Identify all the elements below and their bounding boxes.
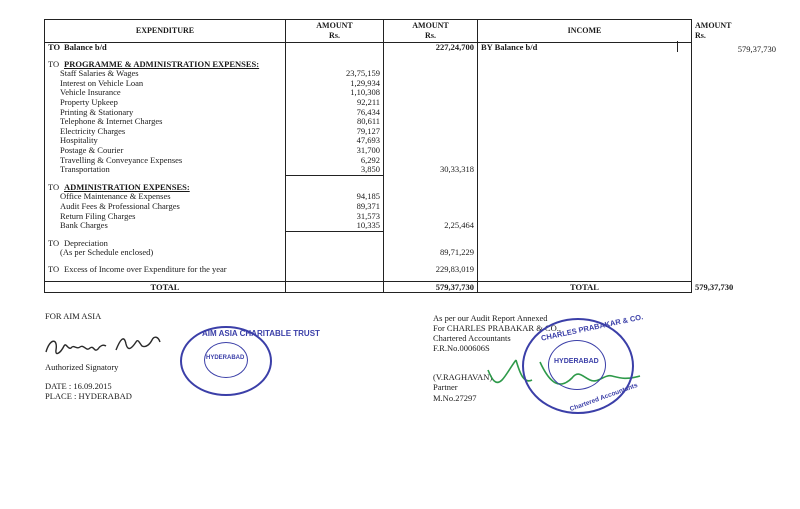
left-footer-date: DATE : 16.09.2015 [45,381,112,391]
programme-item-amount: 3,850 [286,165,384,175]
administration-item-label: Office Maintenance & Expenses [45,192,286,202]
excess-row: TO Excess of Income over Expenditure for the year 229,83,019 [45,265,780,275]
audit-line-1: As per our Audit Report Annexed [433,313,548,323]
programme-item-label: Property Upkeep [45,98,286,108]
programme-item-amount: 6,292 [286,156,384,166]
left-footer-org: FOR AIM ASIA [45,311,102,321]
programme-item-amount: 23,75,159 [286,69,384,79]
administration-item-row [45,202,780,212]
header-row: EXPENDITURE AMOUNT Rs. AMOUNT Rs. INCOME AMOUNT Rs. [45,20,780,43]
programme-item-label: Interest on Vehicle Loan [45,79,286,89]
programme-item-row [45,79,780,89]
programme-item-row [45,127,780,137]
balance-row: TO Balance b/d 227,24,700 BY Balance b/d [45,43,780,53]
balance-label: Balance b/d [64,42,107,52]
partner-name: (V.RAGHAVAN) [433,372,493,382]
header-amount-1: AMOUNT Rs. [286,20,384,43]
programme-item-amount: 92,211 [286,98,384,108]
income-balance-amount: 579,37,730 [737,44,776,54]
programme-heading-row: TO PROGRAMME & ADMINISTRATION EXPENSES: [45,60,780,70]
programme-item-amount: 76,434 [286,108,384,118]
charles-prabakar-seal: CHARLES PRABAKAR & CO. HYDERABAD Chartered Accountants [522,318,634,414]
by-balance-label: BY Balance b/d [478,43,692,53]
audit-line-3: Chartered Accountants [433,333,511,343]
administration-item-row [45,221,780,231]
administration-heading: ADMINISTRATION EXPENSES: [64,181,190,192]
programme-item-row [45,98,780,108]
programme-item-label: Printing & Stationary [45,108,286,118]
ledger-table [44,19,780,293]
income-expenditure-sheet [44,19,779,293]
programme-item-amount: 31,700 [286,146,384,156]
programme-item-amount: 1,29,934 [286,79,384,89]
total-row: TOTAL 579,37,730 TOTAL 579,37,730 [45,282,780,293]
depreciation-note-row [45,248,780,258]
programme-heading: PROGRAMME & ADMINISTRATION EXPENSES: [64,58,260,69]
administration-item-amount: 31,573 [286,212,384,222]
partner-role: Partner [433,382,458,392]
programme-items [45,69,780,175]
programme-item-amount: 79,127 [286,127,384,137]
administration-item-amount: 94,185 [286,192,384,202]
programme-item-label: Hospitality [45,136,286,146]
total-income-label: TOTAL [478,282,692,293]
administration-subtotal: 2,25,464 [384,221,478,231]
programme-item-amount: 47,693 [286,136,384,146]
authorized-signatory: Authorized Signatory [45,362,119,372]
programme-item-row [45,117,780,127]
income-divider [677,41,678,52]
depreciation-amount: 89,71,229 [384,248,478,258]
programme-subtotal: 30,33,318 [384,165,478,175]
balance-amount: 227,24,700 [384,43,478,53]
programme-item-label: Transportation [45,165,286,175]
programme-item-row [45,88,780,98]
programme-item-label: Vehicle Insurance [45,88,286,98]
header-income: INCOME [478,20,692,43]
administration-item-label: Bank Charges [45,221,286,231]
depreciation-label: Depreciation [64,237,108,248]
audit-line-4: F.R.No.000606S [433,343,490,353]
programme-item-amount: 1,10,308 [286,88,384,98]
administration-item-row [45,212,780,222]
depreciation-note: (As per Schedule enclosed) [45,248,286,258]
aim-asia-seal: AIM ASIA CHARITABLE TRUST HYDERABAD [180,326,272,396]
programme-item-label: Telephone & Internet Charges [45,117,286,127]
total-expenditure: 579,37,730 [384,282,478,293]
excess-label: Excess of Income over Expenditure for the year [64,263,227,274]
depreciation-row: TO Depreciation [45,239,780,249]
programme-item-row [45,156,780,166]
header-amount-2: AMOUNT Rs. [384,20,478,43]
total-label: TOTAL [45,282,286,293]
partner-membership: M.No.27297 [433,393,477,403]
programme-item-label: Electricity Charges [45,127,286,137]
programme-item-label: Staff Salaries & Wages [45,69,286,79]
programme-item-label: Travelling & Conveyance Expenses [45,156,286,166]
audit-line-2: For CHARLES PRABAKAR & CO., [433,323,561,333]
administration-item-amount: 10,335 [286,221,384,231]
administration-items [45,192,780,231]
programme-item-label: Postage & Courier [45,146,286,156]
header-expenditure: EXPENDITURE [45,20,286,43]
programme-item-row [45,165,780,175]
administration-item-label: Return Filing Charges [45,212,286,222]
authorized-signature [40,330,190,364]
administration-heading-row: TO ADMINISTRATION EXPENSES: [45,183,780,193]
programme-item-amount: 80,611 [286,117,384,127]
administration-item-amount: 89,371 [286,202,384,212]
programme-item-row [45,136,780,146]
excess-amount: 229,83,019 [384,265,478,275]
administration-item-label: Audit Fees & Professional Charges [45,202,286,212]
programme-item-row [45,69,780,79]
left-footer-place: PLACE : HYDERABAD [45,391,132,401]
